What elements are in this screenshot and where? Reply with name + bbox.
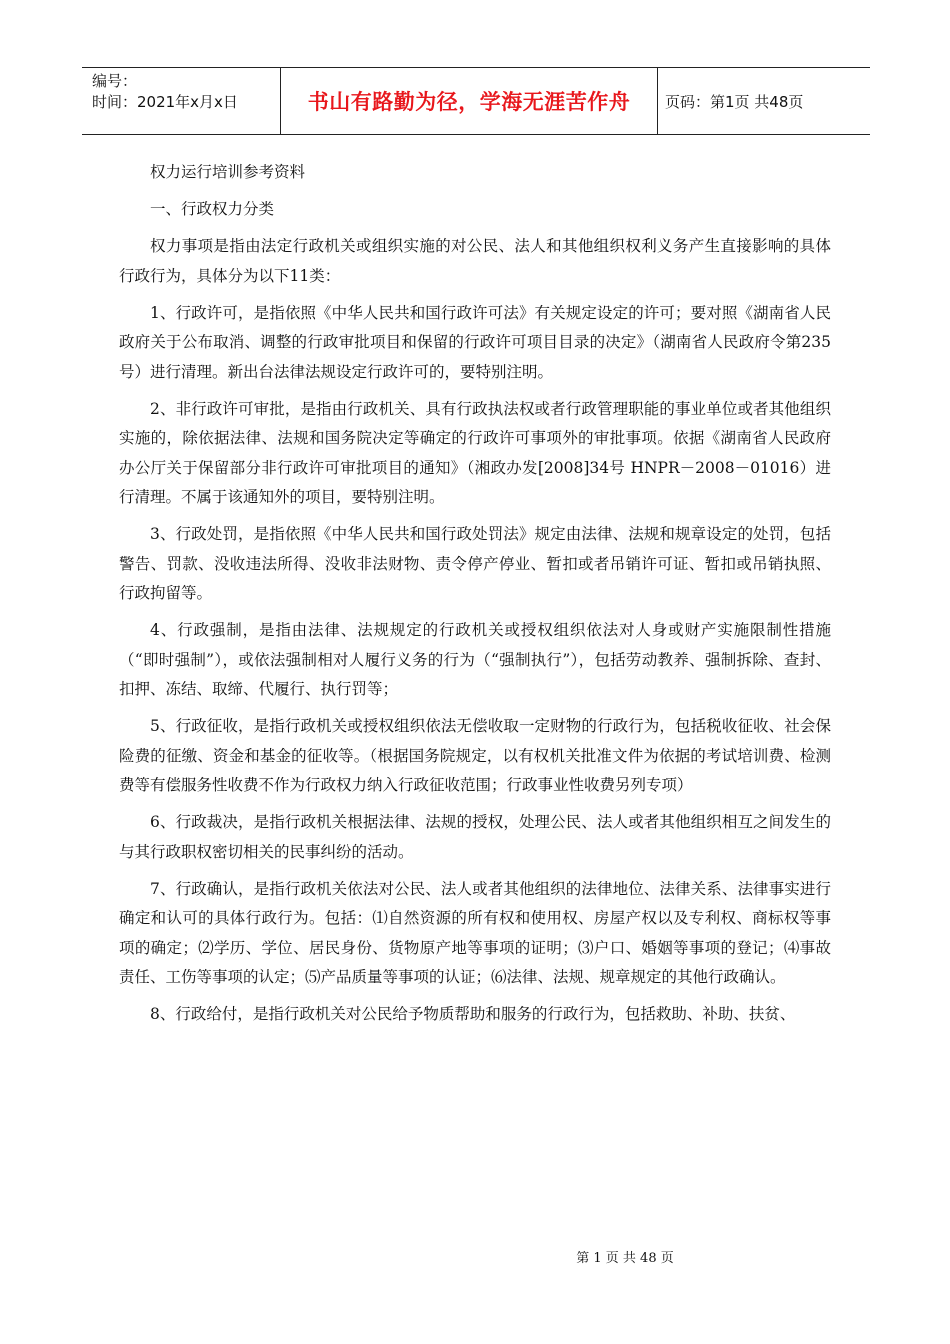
body-paragraph: 8、行政给付，是指行政机关对公民给予物质帮助和服务的行政行为，包括救助、补助、扶贫、	[150, 1005, 796, 1023]
document-time-label: 时间：2021年x月x日	[92, 93, 238, 111]
header-page-cell	[658, 68, 870, 134]
body-paragraph: 5、行政征收，是指行政机关或授权组织依法无偿收取一定财物的行政行为，包括税收征收、社会保险费的征缴、资金和基金的征收等。（根据国务院规定，以有权机关批准文件为依据的考试培训费、检测费等有偿服务性收费不作为行政权力纳入行政征收范围；行政事业性收费另列专项）	[119, 717, 831, 794]
header-motto-cell	[281, 68, 658, 134]
document-number-label: 编号：	[92, 72, 138, 90]
body-paragraph: 权力事项是指由法定行政机关或组织实施的对公民、法人和其他组织权利义务产生直接影响的具体行政行为，具体分为以下11类：	[119, 237, 831, 285]
body-paragraph: 1、行政许可，是指依照《中华人民共和国行政许可法》有关规定设定的许可；要对照《湖南省人民政府关于公布取消、调整的行政审批项目和保留的行政许可项目目录的决定》（湖南省人民政府令第235号）进行清理。新出台法律法规设定行政许可的，要特别注明。	[119, 303, 831, 381]
body-paragraph: 3、行政处罚，是指依照《中华人民共和国行政处罚法》规定由法律、法规和规章设定的处罚，包括警告、罚款、没收违法所得、没收非法财物、责令停产停业、暂扣或者吊销许可证、暂扣或吊销执照、行政拘留等。	[119, 525, 831, 602]
header-page-info: 页码：第1页 共48页	[665, 92, 804, 111]
section-heading: 一、行政权力分类	[150, 200, 275, 218]
doc-title: 权力运行培训参考资料	[150, 163, 306, 181]
document-header	[82, 67, 870, 135]
body-paragraph: 2、非行政许可审批，是指由行政机关、具有行政执法权或者行政管理职能的事业单位或者其他组织实施的，除依据法律、法规和国务院决定等确定的行政许可事项外的审批事项。依据《湖南省人民政府办公厅关于保留部分非行政许可审批项目的通知》（湘政办发[2008]34号 HNPR－2008－01016）进行清理。不属于该通知外的项目，要特别注明。	[119, 399, 831, 506]
document-body	[119, 158, 831, 1037]
header-meta-cell	[82, 68, 281, 134]
footer-page-number: 第 1 页 共 48 页	[576, 1251, 674, 1266]
header-motto: 书山有路勤为径，学海无涯苦作舟	[307, 90, 631, 114]
page-footer	[0, 1247, 950, 1266]
body-paragraph: 7、行政确认，是指行政机关依法对公民、法人或者其他组织的法律地位、法律关系、法律事实进行确定和认可的具体行政行为。包括：⑴自然资源的所有权和使用权、房屋产权以及专利权、商标权等事项的确定；⑵学历、学位、居民身份、货物原产地等事项的证明；⑶户口、婚姻等事项的登记；⑷事故责任、工伤等事项的认定；⑸产品质量等事项的认证；⑹法律、法规、规章规定的其他行政确认。	[119, 879, 831, 986]
body-paragraph: 4、行政强制，是指由法律、法规规定的行政机关或授权组织依法对人身或财产实施限制性措施（“即时强制”），或依法强制相对人履行义务的行为（“强制执行”），包括劳动教养、强制拆除、查封、扣押、冻结、取缔、代履行、执行罚等；	[119, 621, 831, 698]
body-paragraph: 6、行政裁决，是指行政机关根据法律、法规的授权，处理公民、法人或者其他组织相互之间发生的与其行政职权密切相关的民事纠纷的活动。	[119, 813, 831, 861]
